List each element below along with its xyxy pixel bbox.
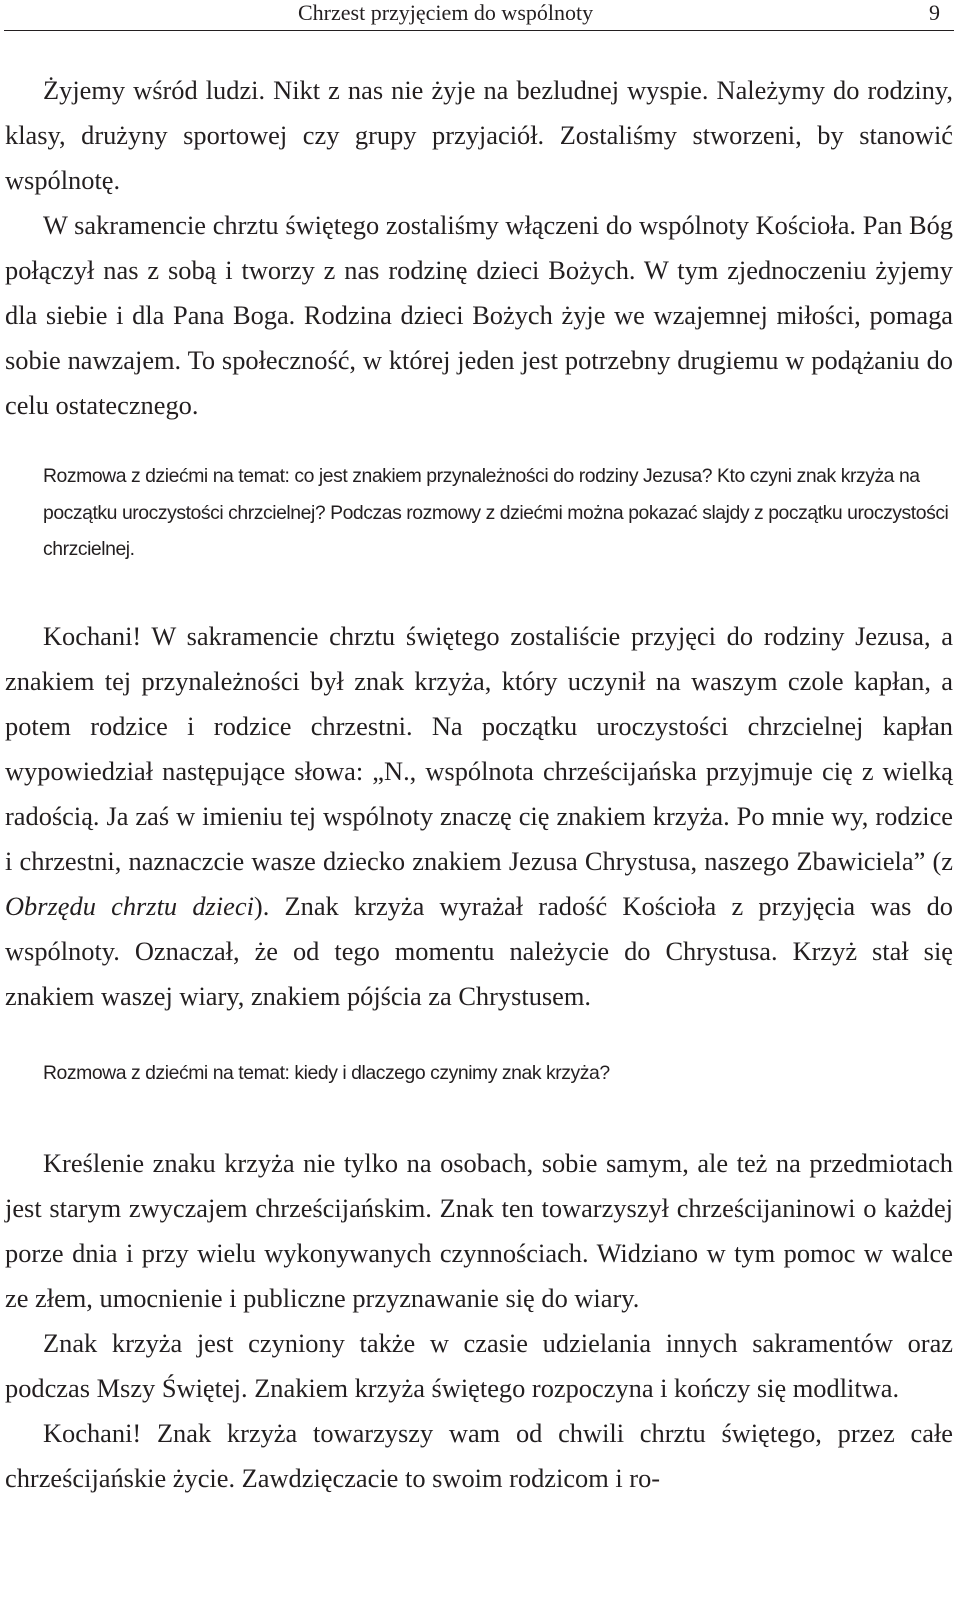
page-body: [5, 68, 953, 1501]
page-number: 9: [929, 0, 940, 25]
paragraph-baptism-community: W sakramencie chrztu świętego zostaliśmy włączeni do wspólnoty Kościoła. Pan Bóg połączył nas z sobą i tworzy z nas rodzinę dzieci Bożych. W tym zjednoczeniu żyjemy dla siebie i dla Pana Boga. Rodzina dzieci Bożych żyje we wzajemnej miłości, pomaga sobie nawzajem. To społeczność, w której jeden jest potrzebny drugiemu w podążaniu do celu ostatecznego.: [5, 210, 953, 420]
header-divider: [4, 30, 954, 31]
paragraph-closing: Kochani! Znak krzyża towarzyszy wam od chwili chrztu świętego, przez całe chrześcijańskie życie. Zawdzięczacie to swoim rodzicom i ro-: [5, 1418, 953, 1493]
paragraph-sign-of-cross-part2: ). Znak krzyża wyrażał radość Kościoła z przyjęcia was do wspólnoty. Oznaczał, że od tego momentu należycie do Chrystusa. Krzyż stał się znakiem waszej wiary, znakiem pójścia za Chrystusem.: [5, 890, 953, 1011]
teacher-note-1: Rozmowa z dziećmi na temat: co jest znakiem przynależności do rodziny Jezusa? Kto czyni znak krzyża na początku uroczystości chrzcielnej? Podczas rozmowy z dziećmi można pokazać slajdy z początku uroczystości chrzcielnej.: [43, 465, 949, 560]
paragraph-intro: Żyjemy wśród ludzi. Nikt z nas nie żyje na bezludnej wyspie. Należymy do rodziny, klasy, drużyny sportowej czy grupy przyjaciół. Zostaliśmy stworzeni, by stanowić wspólnotę.: [5, 75, 953, 195]
running-header: [0, 0, 960, 34]
paragraph-tradition: Kreślenie znaku krzyża nie tylko na osobach, sobie samym, ale też na przedmiotach jest starym zwyczajem chrześcijańskim. Znak ten towarzyszył chrześcijaninowi o każdej porze dnia i przy wielu wykonywanych czynnościach. Widziano w tym pomoc w walce ze złem, umocnienie i publiczne przyznawanie się do wiary.: [5, 1148, 953, 1313]
paragraph-sacraments: Znak krzyża jest czyniony także w czasie udzielania innych sakramentów oraz podczas Mszy Świętej. Znakiem krzyża świętego rozpoczyna i kończy się modlitwa.: [5, 1328, 953, 1403]
teacher-note-2: Rozmowa z dziećmi na temat: kiedy i dlaczego czynimy znak krzyża?: [43, 1061, 610, 1084]
paragraph-sign-of-cross-part1: Kochani! W sakramencie chrztu świętego zostaliście przyjęci do rodziny Jezusa, a znakiem tej przynależności był znak krzyża, który uczynił na waszym czole kapłan, a potem rodzice i rodzice chrzestni. Na początku uroczystości chrzcielnej kapłan wypowiedział następujące słowa: „N., wspólnota chrześcijańska przyjmuje cię z wielką radością. Ja zaś w imieniu tej wspólnoty znaczę cię znakiem krzyża. Po mnie wy, rodzice i chrzestni, naznaczcie wasze dziecko znakiem Jezusa Chrystusa, naszego Zbawiciela” (z: [5, 620, 953, 876]
rite-title: Obrzędu chrztu dzieci: [5, 890, 254, 921]
paragraph-sign-of-cross: [5, 614, 953, 1019]
running-title: Chrzest przyjęciem do wspólnoty: [298, 0, 594, 25]
